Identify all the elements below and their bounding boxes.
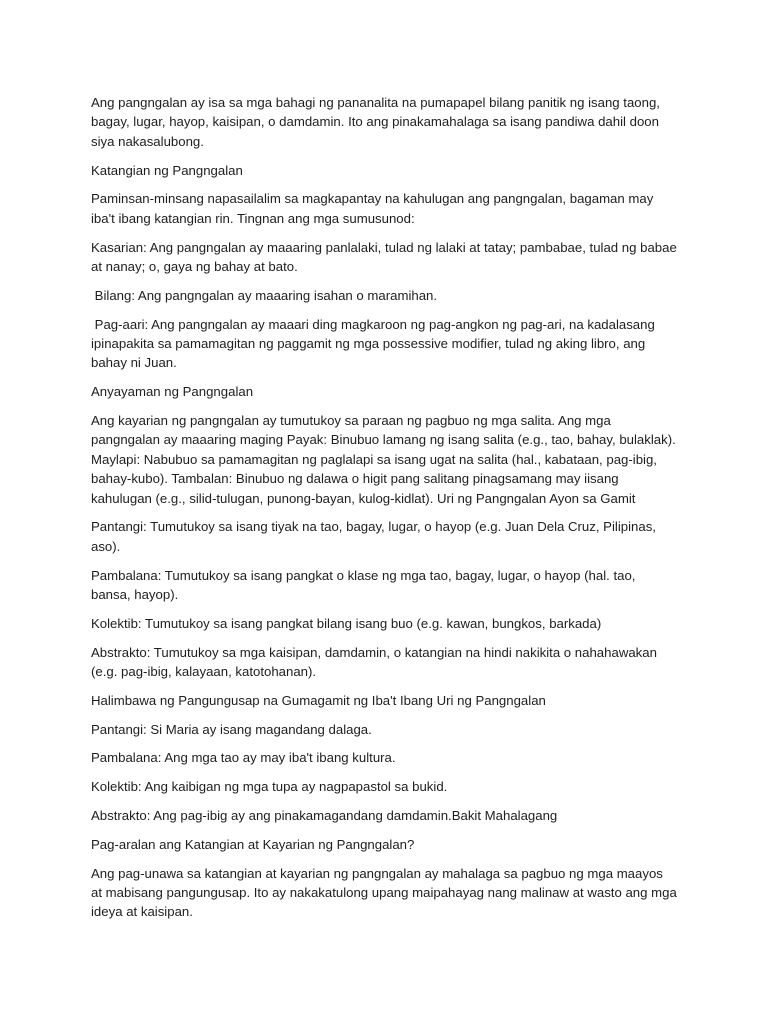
pantangi-definition: Pantangi: Tumutukoy sa isang tiyak na tao, bagay, lugar, o hayop (e.g. Juan Dela Cruz, Pilipinas, aso). [91,519,656,554]
kasarian-paragraph: Kasarian: Ang pangngalan ay maaaring panlalaki, tulad ng lalaki at tatay; pambabae, tulad ng babae at nanay; o, gaya ng bahay at bato. [91,239,677,275]
conclusion-paragraph: Ang pag-unawa sa katangian at kayarian ng pangngalan ay mahalaga sa pagbuo ng mga maayos at mabisang pangungusap. Ito ay nakakatulong upang maipahayag nang malinaw at wasto ang mga ideya at kaisipan. [91,865,677,920]
document-body [91,93,677,931]
pambalana-definition: Pambalana: Tumutukoy sa isang pangkat o klase ng mga tao, bagay, lugar, o hayop (hal. tao, bansa, hayop). [91,567,636,603]
section-heading-anyayaman: Anyayaman ng Pangngalan [91,384,254,400]
bilang-paragraph: Bilang: Ang pangngalan ay maaaring isahan o maramihan. [91,287,438,303]
section-heading-halimbawa: Halimbawa ng Pangungusap na Gumagamit ng Iba't Ibang Uri ng Pangngalan [91,692,546,708]
katangian-intro-paragraph: Paminsan-minsang napasailalim sa magkapantay na kahulugan ang pangngalan, bagaman may iba't ibang katangian rin. Tingnan ang mga sumusunod: [91,191,654,226]
kolektib-definition: Kolektib: Tumutukoy sa isang pangkat bilang isang buo (e.g. kawan, bungkos, barkada) [91,615,602,631]
abstrakto-example: Abstrakto: Ang pag-ibig ay ang pinakamagandang damdamin.Bakit Mahalagang [91,808,558,824]
section-heading-pag-aralan: Pag-aralan ang Katangian at Kayarian ng Pangngalan? [91,836,415,852]
pag-aari-paragraph: Pag-aari: Ang pangngalan ay maaari ding magkaroon ng pag-angkon ng pag-ari, na kadalasang ipinapakita sa pamamagitan ng paggamit ng mga possessive modifier, tulad ng aking libro, ang bahay ni Juan. [91,316,659,371]
section-heading-katangian: Katangian ng Pangngalan [91,162,243,178]
kolektib-example: Kolektib: Ang kaibigan ng mga tupa ay nagpapastol sa bukid. [91,779,448,795]
abstrakto-definition: Abstrakto: Tumutukoy sa mga kaisipan, damdamin, o katangian na hindi nakikita o nahahawakan (e.g. pag-ibig, kalayaan, katotohanan). [91,644,657,680]
intro-paragraph: Ang pangngalan ay isa sa mga bahagi ng pananalita na pumapapel bilang panitik ng isang taong, bagay, lugar, hayop, kaisipan, o damdamin. Ito ang pinakamahalaga sa isang pandiwa dahil doon siya nakasalubong. [91,95,660,149]
pambalana-example: Pambalana: Ang mga tao ay may iba't ibang kultura. [91,750,396,766]
kayarian-paragraph: Ang kayarian ng pangngalan ay tumutukoy sa paraan ng pagbuo ng mga salita. Ang mga pangngalan ay maaaring maging Payak: Binubuo lamang ng isang salita (e.g., tao, bahay, bulaklak). Maylapi: Nabubuo sa pamamagitan ng paglalapi sa isang ugat na salita (hal., kabataan, pag-ibig, bahay-kubo). Tambalan: Binubuo ng dalawa o higit pang salitang pinagsamang may iisang kahulugan (e.g., silid-tulugan, punong-bayan, kulog-kidlat). Uri ng Pangngalan Ayon sa Gamit [91,413,676,506]
pantangi-example: Pantangi: Si Maria ay isang magandang dalaga. [91,721,372,737]
